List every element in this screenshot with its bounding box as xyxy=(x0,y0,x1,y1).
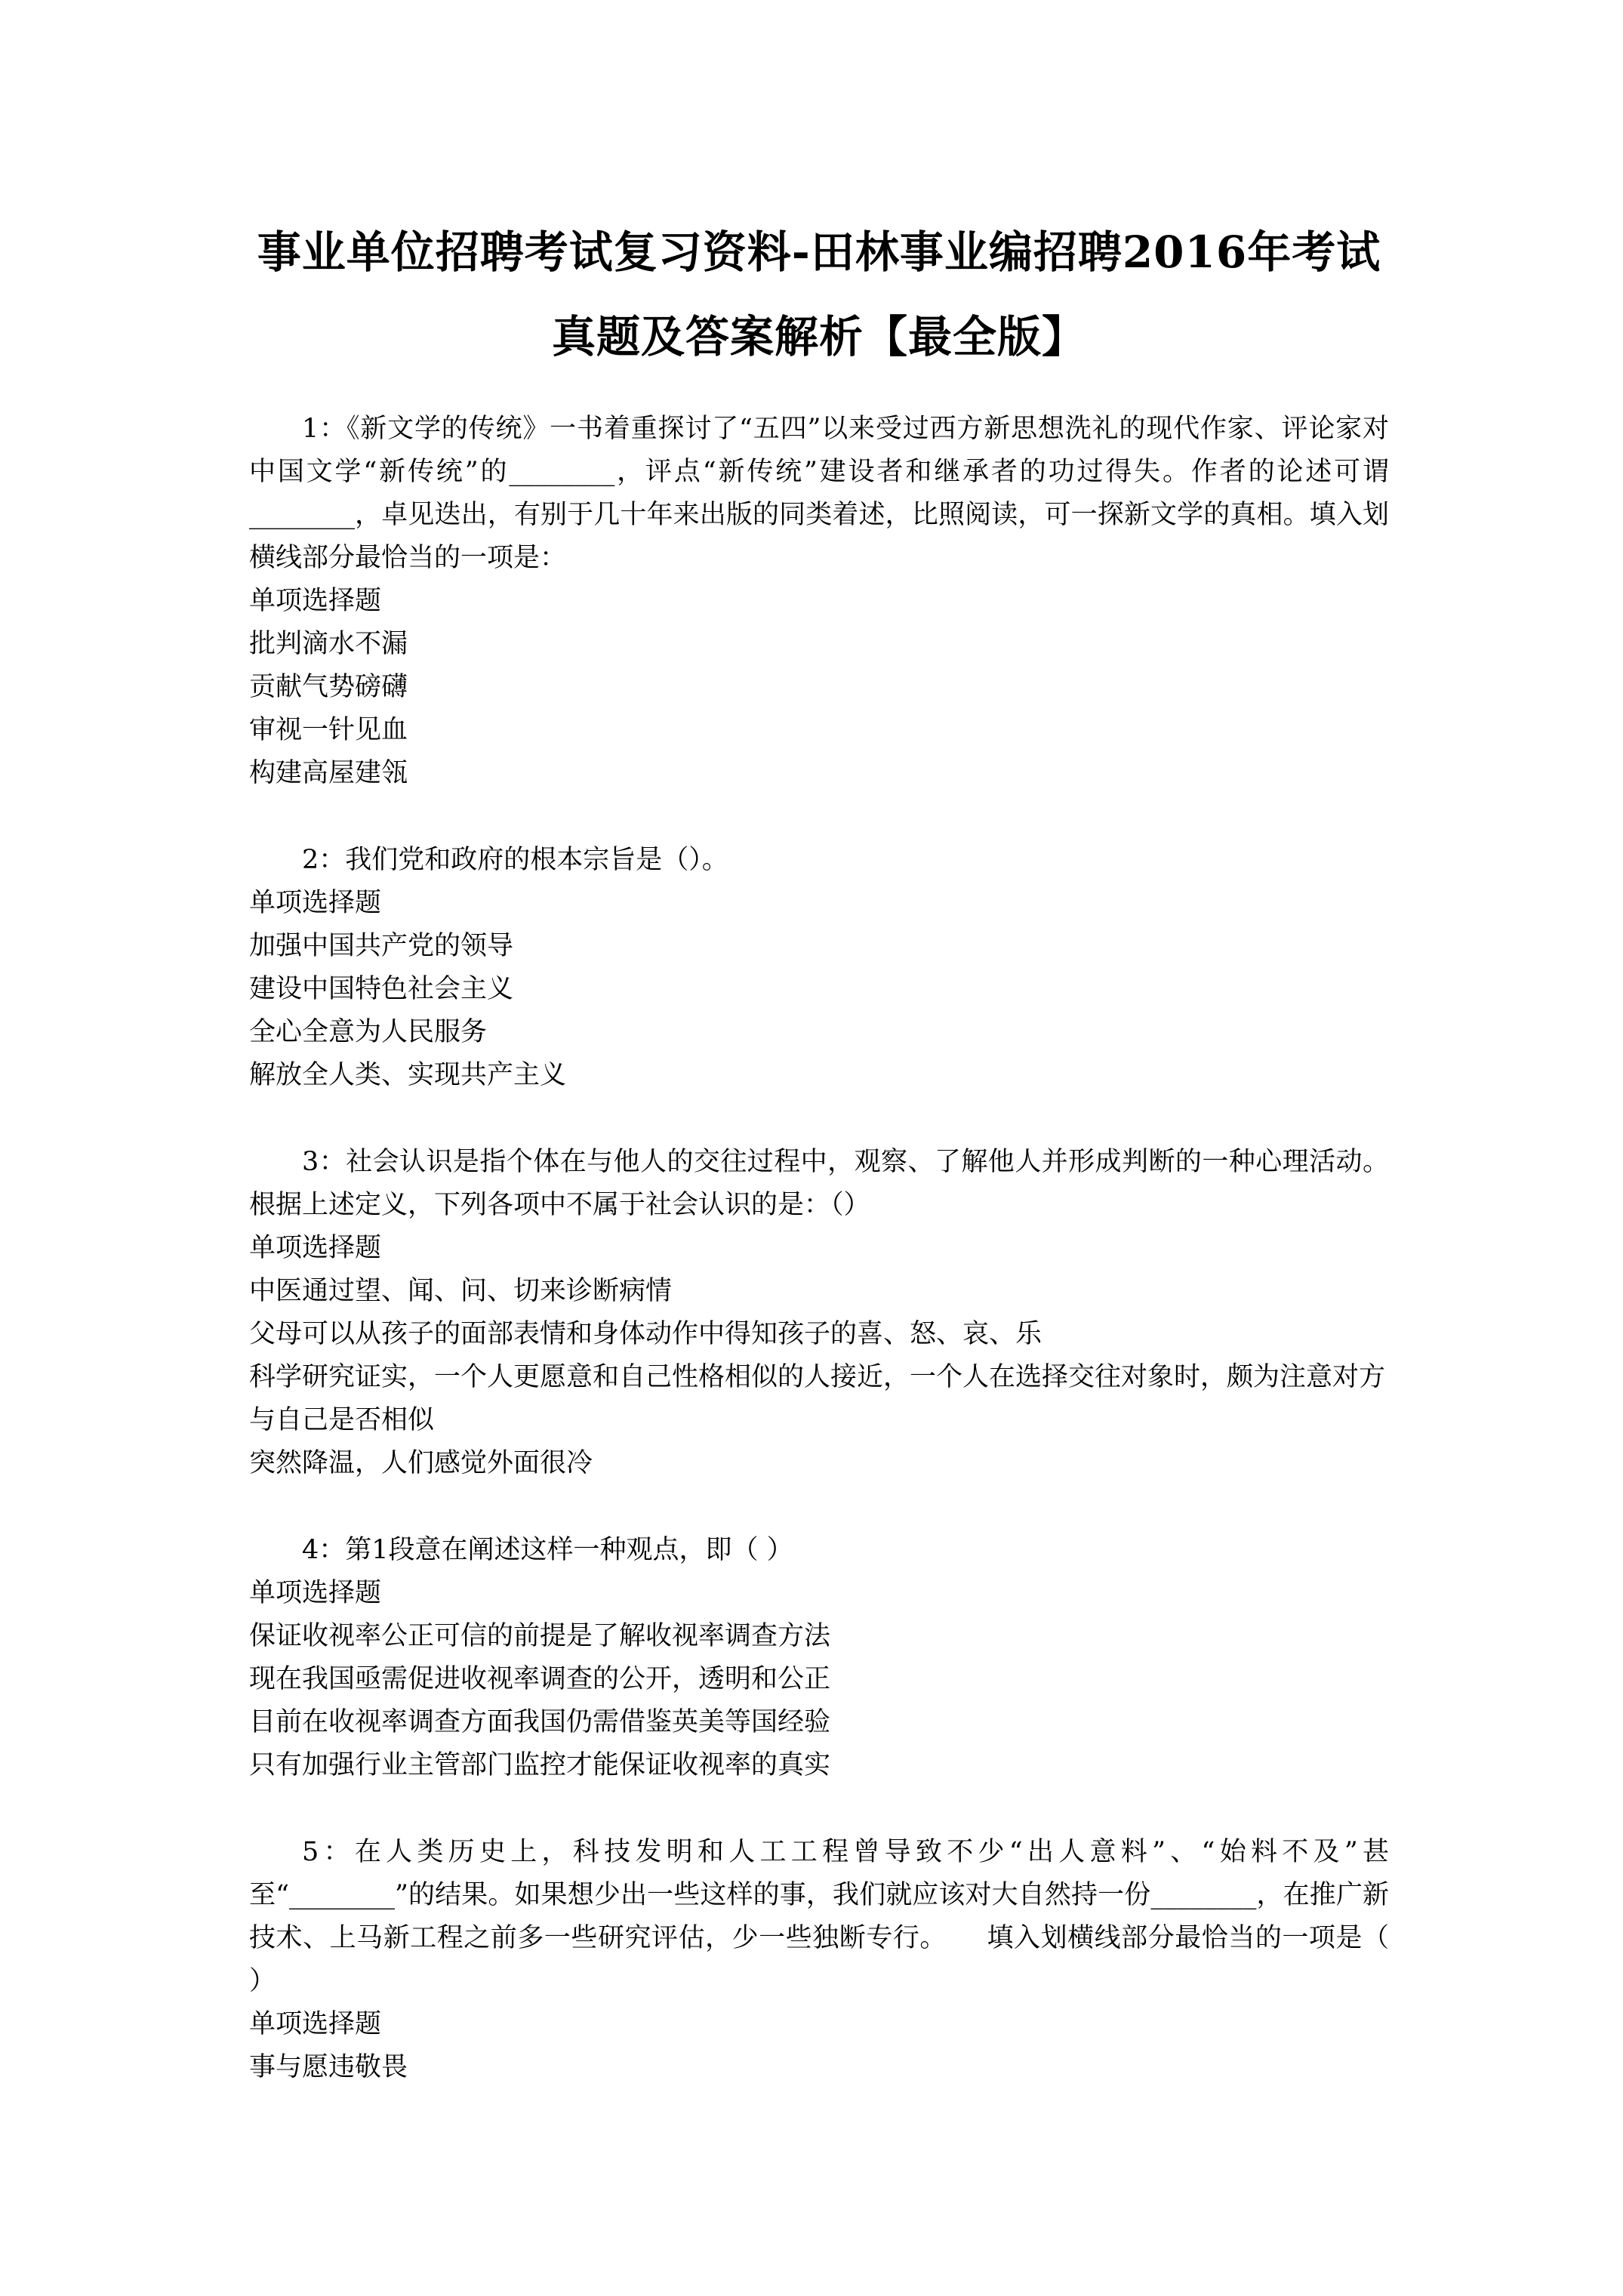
title-line-1: 事业单位招聘考试复习资料-田林事业编招聘2016年考试 xyxy=(257,227,1381,278)
option-a: 事与愿违敬畏 xyxy=(249,2052,408,2082)
question-stem: 3：社会认识是指个体在与他人的交往过程中，观察、了解他人并形成判断的一种心理活动。根据上述定义，下列各项中不属于社会认识的是：（） xyxy=(249,1147,1389,1220)
option-b: 父母可以从孩子的面部表情和身体动作中得知孩子的喜、怒、哀、乐 xyxy=(249,1319,1042,1349)
option-b: 现在我国亟需促进收视率调查的公开，透明和公正 xyxy=(249,1664,831,1694)
option-d: 解放全人类、实现共产主义 xyxy=(249,1060,567,1090)
question-type: 单项选择题 xyxy=(249,2009,382,2039)
question-4 xyxy=(249,1529,1389,1787)
option-d: 只有加强行业主管部门监控才能保证收视率的真实 xyxy=(249,1750,831,1780)
option-a: 加强中国共产党的领导 xyxy=(249,931,514,961)
question-type: 单项选择题 xyxy=(249,1233,382,1263)
option-c: 审视一针见血 xyxy=(249,715,408,745)
option-a: 批判滴水不漏 xyxy=(249,629,408,659)
question-stem: 5：在人类历史上，科技发明和人工工程曾导致不少“出人意料”、“始料不及”甚至“________”的结果。如果想少出一些这样的事，我们就应该对大自然持一份________，在推广新技术、上马新工程之前多一些研究评估，少一些独断专行。 填入划横线部分最恰当的一项是（ ） xyxy=(249,1837,1389,1996)
option-b: 贡献气势磅礴 xyxy=(249,672,408,702)
question-5 xyxy=(249,1831,1389,2089)
question-1 xyxy=(249,408,1389,795)
question-stem: 4：第1段意在阐述这样一种观点，即（ ） xyxy=(302,1535,793,1565)
option-c: 科学研究证实，一个人更愿意和自己性格相似的人接近，一个人在选择交往对象时，颇为注意对方与自己是否相似 xyxy=(249,1362,1386,1435)
question-type: 单项选择题 xyxy=(249,586,382,616)
option-d: 突然降温，人们感觉外面很冷 xyxy=(249,1448,593,1478)
question-stem: 1：《新文学的传统》一书着重探讨了“五四”以来受过西方新思想洗礼的现代作家、评论家对中国文学“新传统”的________，评点“新传统”建设者和继承者的功过得失。作者的论述可谓________，卓见迭出，有别于几十年来出版的同类着述，比照阅读，可一探新文学的真相。填入划横线部分最恰当的一项是： xyxy=(249,414,1389,573)
question-type: 单项选择题 xyxy=(249,888,382,918)
question-stem: 2：我们党和政府的根本宗旨是（）。 xyxy=(302,845,728,875)
option-d: 构建高屋建瓴 xyxy=(249,758,408,788)
option-a: 中医通过望、闻、问、切来诊断病情 xyxy=(249,1276,673,1306)
question-list xyxy=(249,408,1389,2133)
option-c: 全心全意为人民服务 xyxy=(249,1017,488,1047)
title-line-2: 真题及答案解析【最全版】 xyxy=(551,311,1086,362)
option-a: 保证收视率公正可信的前提是了解收视率调查方法 xyxy=(249,1621,831,1651)
question-type: 单项选择题 xyxy=(249,1578,382,1608)
option-b: 建设中国特色社会主义 xyxy=(249,974,514,1004)
document-title xyxy=(226,210,1412,379)
question-3 xyxy=(249,1141,1389,1485)
option-c: 目前在收视率调查方面我国仍需借鉴英美等国经验 xyxy=(249,1707,831,1737)
question-2 xyxy=(249,839,1389,1097)
